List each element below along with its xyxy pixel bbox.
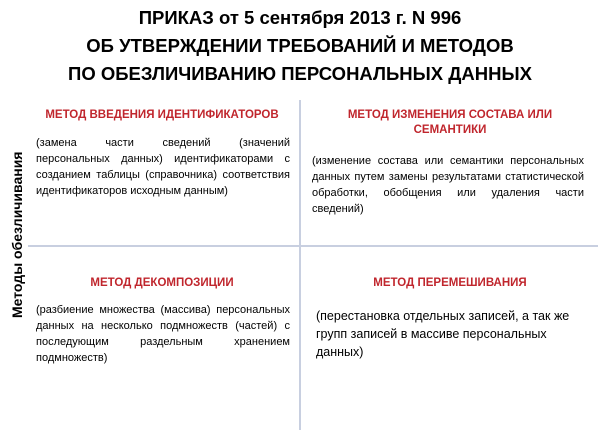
- quadrant-heading-shuffling: МЕТОД ПЕРЕМЕШИВАНИЯ: [373, 277, 527, 289]
- axis-label: Методы обезличивания: [9, 151, 25, 318]
- title-line-3: ПО ОБЕЗЛИЧИВАНИЮ ПЕРСОНАЛЬНЫХ ДАННЫХ: [68, 63, 532, 84]
- quadrant-text-shuffling: (перестановка отдельных записей, а так же групп записей в массиве персональных данных): [316, 309, 570, 359]
- title-line-1: ПРИКАЗ от 5 сентября 2013 г. N 996: [138, 7, 462, 28]
- quadrant-text-composition: (изменение состава или семантики персональных данных путем замены результатами статистической обработки, обобщения или удаления части сведений): [312, 155, 584, 215]
- quadrant-heading-composition: МЕТОД ИЗМЕНЕНИЯ СОСТАВА ИЛИ СЕМАНТИКИ: [347, 109, 553, 136]
- title-line-2: ОБ УТВЕРЖДЕНИИ ТРЕБОВАНИЙ И МЕТОДОВ: [86, 35, 514, 56]
- quadrant-text-identifiers: (замена части сведений (значений персональных данных) идентификаторами с созданием таблицы (справочника) соответствия идентификаторов исходным данным): [36, 137, 290, 197]
- quadrant-text-decomposition: (разбиение множества (массива) персональных данных на несколько подмножеств (частей) с последующим раздельным хранением подмножеств): [36, 304, 290, 364]
- quadrant-heading-identifiers: МЕТОД ВВЕДЕНИЯ ИДЕНТИФИКАТОРОВ: [45, 109, 279, 121]
- page-title: [0, 4, 600, 88]
- vertical-divider: [299, 100, 301, 430]
- quadrant-heading-decomposition: МЕТОД ДЕКОМПОЗИЦИИ: [90, 277, 234, 289]
- horizontal-divider: [28, 245, 598, 247]
